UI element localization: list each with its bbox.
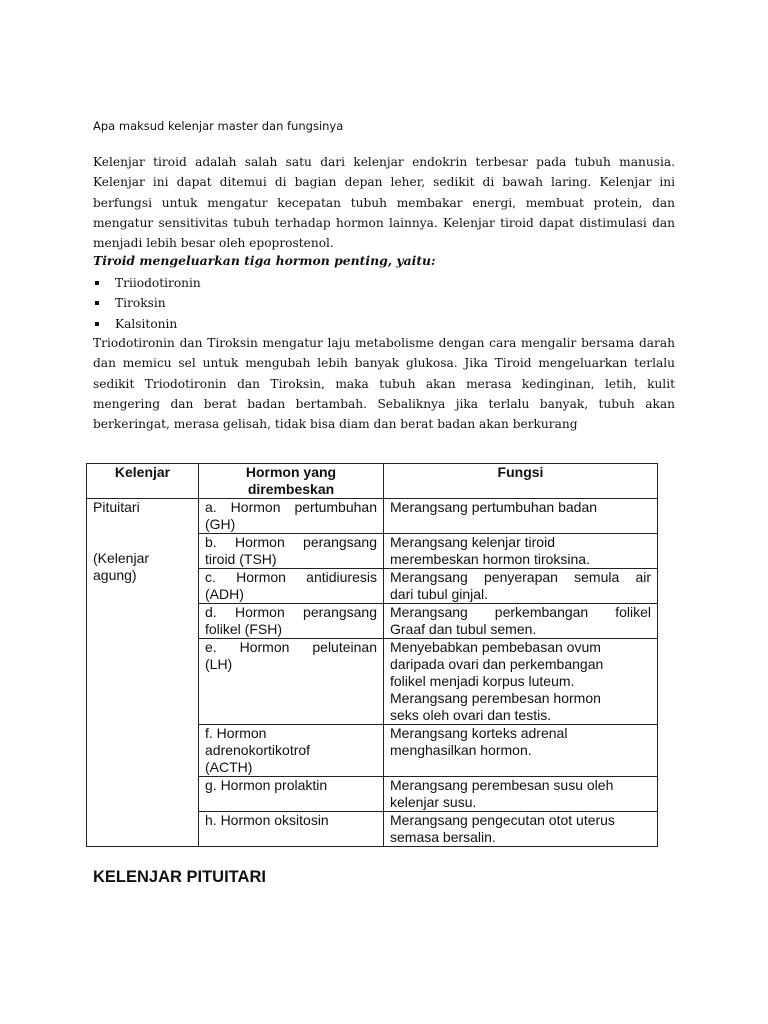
function-cell <box>384 812 658 847</box>
function-cell <box>384 725 658 777</box>
function-line: kelenjar susu. <box>390 794 477 810</box>
paragraph-tiroid <box>93 152 675 253</box>
function-line: folikel menjadi korpus luteum. <box>390 673 575 689</box>
hormone-line: g. Hormon prolaktin <box>205 777 328 793</box>
paragraph-line: mengering dan berat badan bertambah. Sebaliknya jika terlalu banyak, tubuh akan <box>93 396 675 411</box>
hormone-cell <box>199 777 384 812</box>
function-line: Merangsang perembesan susu oleh <box>390 777 614 793</box>
gland-cell <box>87 499 199 847</box>
function-cell <box>384 639 658 725</box>
hormone-list <box>93 273 201 334</box>
function-line: seks oleh ovari dan testis. <box>390 707 552 723</box>
function-line: daripada ovari dan perkembangan <box>390 656 604 672</box>
function-line: Merangsang korteks adrenal <box>390 725 568 741</box>
table-row <box>87 499 658 534</box>
hormone-cell <box>199 725 384 777</box>
function-cell <box>384 534 658 569</box>
section-title: KELENJAR PITUITARI <box>93 868 266 886</box>
hormone-line: e. Hormon peluteinan <box>205 639 377 655</box>
hormone-line: f. Hormon <box>205 725 267 741</box>
hormone-cell <box>199 499 384 534</box>
function-line: Merangsang pengecutan otot uterus <box>390 812 615 828</box>
hormone-cell <box>199 569 384 604</box>
function-line: Merangsang perkembangan folikel <box>390 604 651 620</box>
question-heading: Apa maksud kelenjar master dan fungsinya <box>93 119 344 133</box>
function-cell <box>384 499 658 534</box>
hormone-line: (GH) <box>205 516 236 532</box>
header-hormon: Hormon yang dirembeskan <box>199 464 384 499</box>
header-fungsi: Fungsi <box>384 464 658 499</box>
header-kelenjar: Kelenjar <box>87 464 199 499</box>
list-item: Kalsitonin <box>93 314 201 334</box>
hormone-line: d. Hormon perangsang <box>205 604 377 620</box>
function-line: dari tubul ginjal. <box>390 586 489 602</box>
hormone-line: folikel (FSH) <box>205 621 283 637</box>
hormone-line: h. Hormon oksitosin <box>205 812 329 828</box>
function-line: Graaf dan tubul semen. <box>390 621 537 637</box>
hormone-cell <box>199 639 384 725</box>
hormone-line: tiroid (TSH) <box>205 551 277 567</box>
hormone-cell <box>199 534 384 569</box>
list-item: Triiodotironin <box>93 273 201 293</box>
paragraph-line: Kelenjar tiroid adalah salah satu dari kelenjar endokrin terbesar pada tubuh manusia. <box>93 155 675 169</box>
hormone-cell <box>199 604 384 639</box>
gland-alias: (Kelenjar agung) <box>93 550 150 583</box>
function-line: Merangsang perembesan hormon <box>390 690 601 706</box>
hormone-line: a. Hormon pertumbuhan <box>205 499 377 515</box>
hormone-line: c. Hormon antidiuresis <box>205 569 377 585</box>
function-line: Merangsang pertumbuhan badan <box>390 499 598 515</box>
paragraph-line: Kelenjar ini dapat ditemui di bagian depan leher, sedikit di bawah laring. Kelenjar ini <box>93 175 675 190</box>
function-cell <box>384 604 658 639</box>
paragraph-line: berkeringat, merasa gelisah, tidak bisa diam dan berat badan akan berkurang <box>93 417 578 432</box>
hormone-line: adrenokortikotrof <box>205 742 311 758</box>
hormone-line: (LH) <box>205 656 233 672</box>
function-cell <box>384 569 658 604</box>
paragraph-line: Triodotironin dan Tiroksin mengatur laju metabolisme dengan cara mengalir bersama darah <box>93 336 675 350</box>
function-cell <box>384 777 658 812</box>
pituitary-hormone-table <box>86 463 658 847</box>
gland-name: Pituitari <box>93 499 140 515</box>
paragraph-line: sedikit Triodotironin dan Tiroksin, maka tubuh akan merasa kedinginan, letih, kulit <box>93 376 675 391</box>
function-line: Merangsang penyerapan semula air <box>390 569 651 585</box>
function-line: menghasilkan hormon. <box>390 742 532 758</box>
table-header-row <box>87 464 658 499</box>
paragraph-line: menjadi lebih besar oleh epoprostenol. <box>93 236 334 251</box>
function-line: Merangsang kelenjar tiroid <box>390 534 555 550</box>
paragraph-line: dan memicu sel untuk mengubah lebih banyak glukosa. Jika Tiroid mengeluarkan terlalu <box>93 356 675 371</box>
list-item: Tiroksin <box>93 293 201 313</box>
tiroid-hormones-heading: Tiroid mengeluarkan tiga hormon penting, yaitu: <box>93 253 436 268</box>
paragraph-line: mengatur sensitivitas tubuh terhadap hormon lainnya. Kelenjar tiroid dapat distimulasi dan <box>93 215 675 230</box>
paragraph-line: berfungsi untuk mengatur kecepatan tubuh membakar energi, membuat protein, dan <box>93 195 675 210</box>
function-line: merembeskan hormon tiroksina. <box>390 551 590 567</box>
function-line: semasa bersalin. <box>390 829 496 845</box>
paragraph-metabolism <box>93 333 675 434</box>
hormone-line: (ADH) <box>205 586 244 602</box>
hormone-line: (ACTH) <box>205 759 253 775</box>
function-line: Menyebabkan pembebasan ovum <box>390 639 601 655</box>
hormone-cell <box>199 812 384 847</box>
hormone-line: b. Hormon perangsang <box>205 534 377 550</box>
